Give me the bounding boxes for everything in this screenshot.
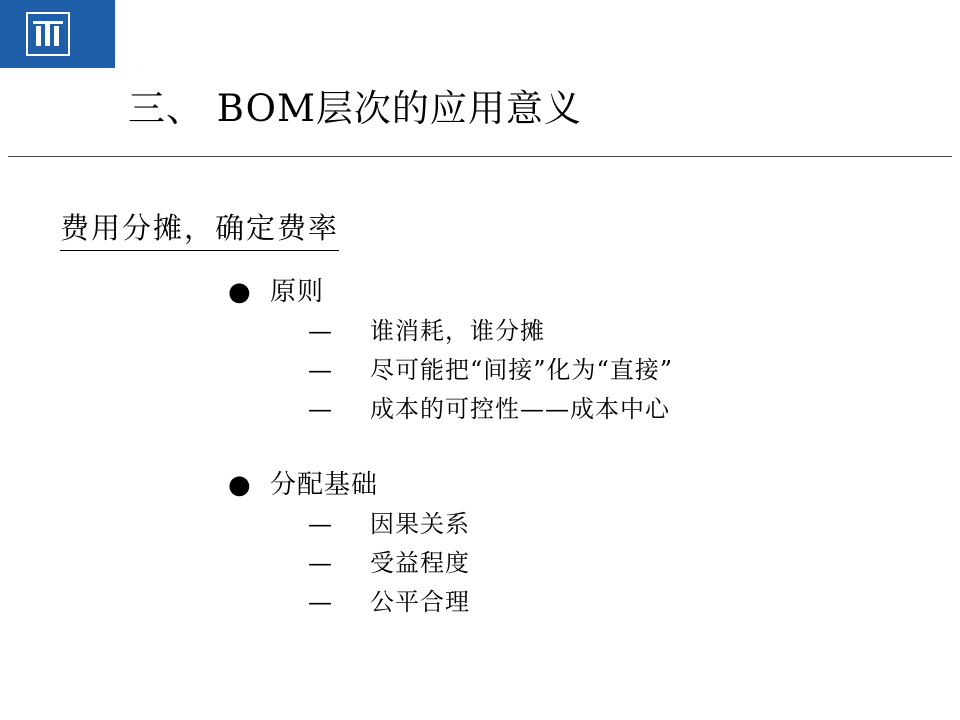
sub-item	[0, 544, 960, 583]
logo-column-2	[45, 22, 50, 46]
sub-item	[0, 390, 960, 429]
sub-item-label: 公平合理	[370, 588, 470, 616]
bullet-item-allocation-basis	[0, 465, 960, 505]
bullet-icon: ●	[228, 470, 252, 500]
dash-icon: —	[308, 356, 333, 384]
company-logo	[0, 0, 115, 68]
sub-item	[0, 312, 960, 351]
sub-item	[0, 505, 960, 544]
group-spacer	[0, 443, 960, 465]
content-group-1	[0, 272, 960, 429]
slide-content	[0, 272, 960, 636]
sub-item-label: 谁消耗，谁分摊	[370, 317, 545, 345]
bullet-label: 分配基础	[270, 470, 379, 500]
dash-icon: —	[308, 549, 333, 577]
title-divider	[8, 156, 952, 157]
dash-icon: —	[308, 588, 333, 616]
slide-title: 三、 BOM层次的应用意义	[128, 87, 582, 130]
bullet-item-principles	[0, 272, 960, 312]
sub-item-label: 受益程度	[370, 549, 470, 577]
logo-column-3	[54, 26, 59, 46]
sub-item	[0, 351, 960, 390]
dash-icon: —	[308, 317, 333, 345]
sub-item-label: 成本的可控性——成本中心	[370, 395, 670, 423]
slide-subtitle: 费用分摊，确定费率	[60, 206, 339, 251]
bullet-label: 原则	[270, 277, 325, 307]
bullet-icon: ●	[228, 277, 252, 307]
logo-column-1	[36, 26, 41, 46]
sub-item	[0, 583, 960, 622]
dash-icon: —	[308, 395, 333, 423]
content-group-2	[0, 465, 960, 622]
sub-item-label: 尽可能把“间接”化为“直接”	[370, 356, 674, 384]
sub-item-label: 因果关系	[370, 510, 470, 538]
dash-icon: —	[308, 510, 333, 538]
building-icon	[26, 12, 70, 56]
